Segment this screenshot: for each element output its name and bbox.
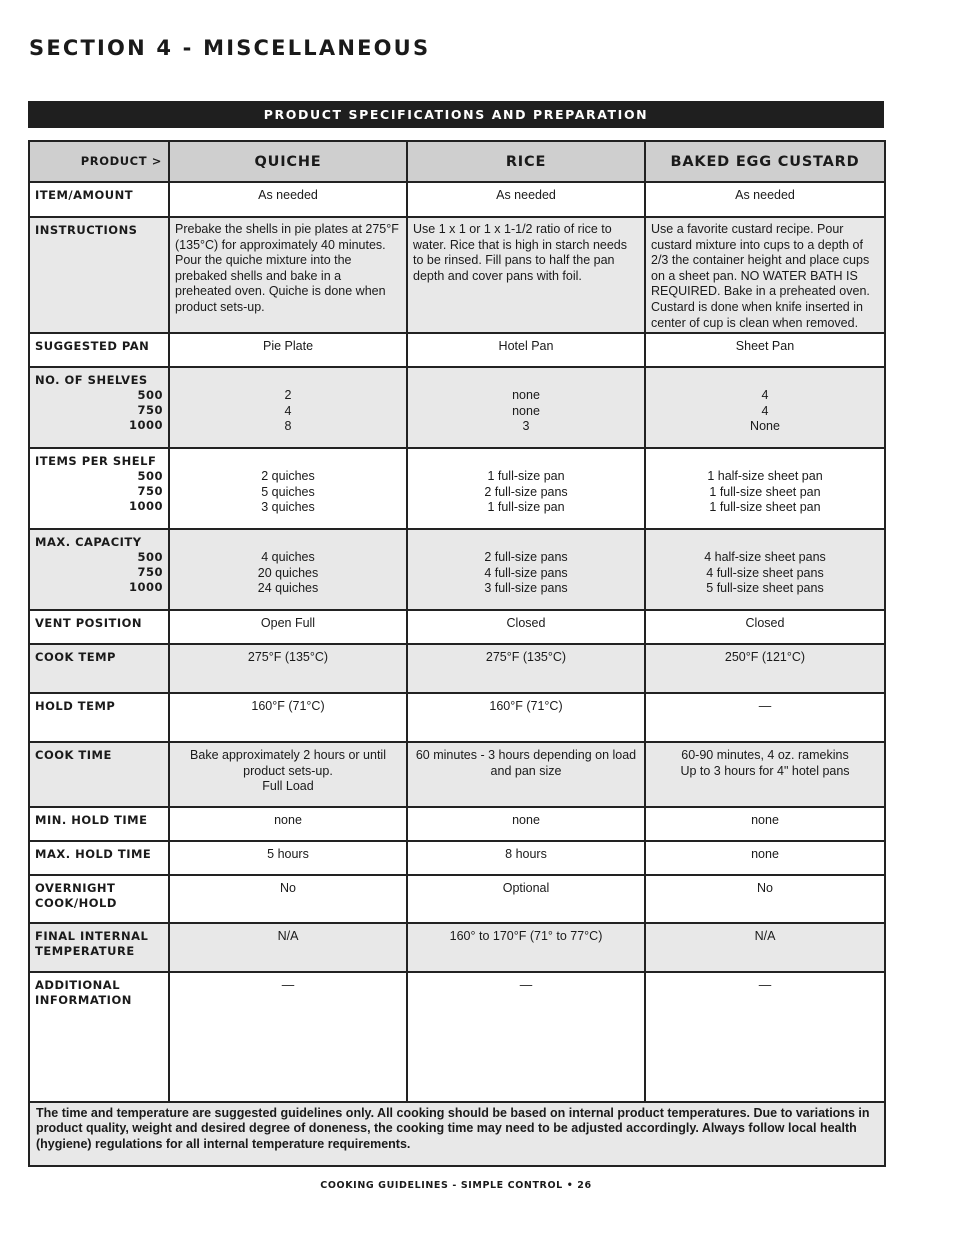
row-label-text: COOK TIME: [35, 748, 112, 762]
row-label: [29, 923, 169, 972]
table-cell: [407, 333, 645, 367]
cell-text: 4 quiches: [261, 550, 315, 564]
table-cell: [169, 448, 407, 529]
row-model-label: 750: [137, 484, 163, 498]
column-header-baked-egg-custard: BAKED EGG CUSTARD: [645, 141, 885, 182]
table-cell: [169, 333, 407, 367]
cell-text: Closed: [745, 616, 785, 630]
row-model-label: 500: [137, 469, 163, 483]
table-cell: [407, 217, 645, 333]
note-row: [29, 1102, 885, 1166]
table-cell: [645, 807, 885, 841]
cell-text: 4: [761, 388, 769, 402]
row-model-label: 750: [137, 565, 163, 579]
cell-text: Optional: [502, 881, 550, 895]
table-cell: [645, 217, 885, 333]
cell-text: 275°F (135°C): [247, 650, 329, 664]
cell-text: Use a favorite custard recipe. Pour: [651, 222, 844, 236]
cell-text: 24 quiches: [257, 581, 319, 596]
table-cell: [407, 610, 645, 644]
row-model-label: 1000: [128, 418, 163, 432]
cell-text: —: [281, 978, 295, 992]
table-row: [29, 742, 885, 807]
table-cell: [169, 841, 407, 875]
table-cell: [645, 644, 885, 693]
cell-text: prebaked shells and bake in a: [175, 268, 342, 283]
cell-text: 160°F (71°C): [251, 699, 325, 713]
cell-text: 250°F (121°C): [724, 650, 806, 664]
cell-text: —: [519, 978, 533, 992]
cell-text: 4: [284, 403, 292, 418]
cell-text: Use 1 x 1 or 1 x 1-1/2 ratio of rice to: [413, 222, 612, 236]
cell-text: 5 hours: [267, 847, 309, 861]
cell-text: As needed: [496, 188, 556, 202]
cell-text: water. Rice that is high in starch needs: [413, 237, 628, 252]
cell-text: none: [751, 813, 779, 827]
cell-text: 2: [284, 388, 292, 402]
cell-text: none: [274, 813, 302, 827]
row-model-label: 500: [137, 388, 163, 402]
table-cell: [645, 182, 885, 217]
table-cell: [407, 807, 645, 841]
row-label-text: ITEMS PER SHELF: [35, 454, 157, 468]
cell-text: 1 full-size pan: [487, 500, 565, 515]
cell-text: none: [512, 813, 540, 827]
row-label: [29, 333, 169, 367]
product-spec-table: [28, 140, 886, 1167]
table-cell: [169, 875, 407, 923]
table-cell: [169, 217, 407, 333]
table-row: [29, 182, 885, 217]
row-label: [29, 644, 169, 693]
row-label-text: FINAL INTERNAL TEMPERATURE: [35, 929, 149, 958]
cell-text: —: [758, 699, 772, 713]
cell-text: preheated oven. Quiche is done when: [175, 284, 386, 299]
table-cell: [645, 448, 885, 529]
header-row: [29, 141, 885, 182]
table-cell: [169, 972, 407, 1102]
cell-text: 60 minutes - 3 hours depending on load: [415, 748, 637, 762]
cell-text: REQUIRED. Bake in a preheated oven.: [651, 284, 870, 299]
cell-text: 4 full-size pans: [484, 565, 568, 580]
cell-text: Hotel Pan: [498, 339, 554, 353]
product-header-label: PRODUCT >: [29, 141, 169, 182]
table-cell: [407, 693, 645, 742]
cell-text: to be rinsed. Fill pans to half the pan: [413, 253, 615, 268]
column-header-quiche: QUICHE: [169, 141, 407, 182]
cell-text: center of cup is clean when removed.: [651, 315, 859, 330]
cell-text: No: [280, 881, 296, 895]
table-cell: [169, 693, 407, 742]
cell-text: (135°C) for approximately 40 minutes.: [175, 237, 386, 252]
cell-text: 3 quiches: [261, 500, 315, 515]
table-row: [29, 693, 885, 742]
table-cell: [407, 367, 645, 448]
cell-text: 60-90 minutes, 4 oz. ramekins: [681, 748, 849, 762]
cell-text: None: [750, 419, 780, 434]
page-footer: COOKING GUIDELINES - SIMPLE CONTROL • 26: [320, 1180, 592, 1191]
cell-text: product sets-up.: [243, 763, 333, 778]
row-label: [29, 807, 169, 841]
table-cell: [645, 972, 885, 1102]
cell-text: —: [758, 978, 772, 992]
table-row: [29, 972, 885, 1102]
row-label-text: MIN. HOLD TIME: [35, 813, 148, 827]
column-header-rice: RICE: [407, 141, 645, 182]
row-label-text: OVERNIGHT COOK/HOLD: [35, 881, 117, 910]
cell-text: 8: [284, 419, 292, 434]
table-cell: [169, 742, 407, 807]
row-label-text: COOK TEMP: [35, 650, 116, 664]
table-cell: [407, 644, 645, 693]
table-cell: [169, 923, 407, 972]
table-cell: [407, 742, 645, 807]
table-cell: [645, 693, 885, 742]
table-cell: [169, 182, 407, 217]
table-cell: [645, 875, 885, 923]
table-cell: [169, 367, 407, 448]
cell-text: As needed: [735, 188, 795, 202]
row-label-text: ITEM/AMOUNT: [35, 188, 134, 202]
cell-text: Bake approximately 2 hours or until: [190, 748, 386, 762]
cell-text: 4: [761, 403, 769, 418]
cell-text: none: [512, 403, 540, 418]
row-label-text: MAX. HOLD TIME: [35, 847, 152, 861]
table-cell: [407, 182, 645, 217]
cell-text: Prebake the shells in pie plates at 275°F: [175, 222, 399, 236]
row-label: [29, 693, 169, 742]
cell-text: custard mixture into cups to a depth of: [651, 237, 863, 252]
row-label: [29, 182, 169, 217]
cell-text: 1 half-size sheet pan: [707, 469, 823, 483]
cell-text: Custard is done when knife inserted in: [651, 299, 863, 314]
table-cell: [407, 972, 645, 1102]
cell-text: Up to 3 hours for 4" hotel pans: [680, 763, 850, 778]
table-cell: [169, 529, 407, 610]
row-model-label: 1000: [128, 499, 163, 513]
row-label: [29, 217, 169, 333]
row-label: [29, 367, 169, 448]
row-label-text: VENT POSITION: [35, 616, 143, 630]
row-label: [29, 529, 169, 610]
table-cell: [169, 807, 407, 841]
cell-text: Full Load: [262, 779, 314, 794]
cell-text: 2 full-size pans: [484, 484, 568, 499]
cell-text: N/A: [277, 929, 299, 943]
cell-text: No: [757, 881, 773, 895]
row-label-text: SUGGESTED PAN: [35, 339, 150, 353]
cell-text: 160°F (71°C): [489, 699, 563, 713]
cell-text: 4 half-size sheet pans: [704, 550, 826, 564]
row-model-label: 750: [137, 403, 163, 417]
cell-text: Open Full: [260, 616, 316, 630]
guidelines-note: The time and temperature are suggested guidelines only. All cooking should be based on internal product temperatures. Due to variations in product quality, weight and desired degree of doneness, the cooking time may need to be adjusted accordingly. Always follow local health (hygiene) regulations for all internal temperature requirements.: [29, 1102, 885, 1166]
cell-text: product sets-up.: [175, 299, 265, 314]
table-cell: [645, 367, 885, 448]
table-cell: [645, 610, 885, 644]
cell-text: depth and cover pans with foil.: [413, 268, 582, 283]
row-label-text: INSTRUCTIONS: [35, 223, 138, 237]
row-label: [29, 448, 169, 529]
row-label: [29, 875, 169, 923]
table-row: [29, 610, 885, 644]
table-cell: [407, 529, 645, 610]
row-label-text: ADDITIONAL INFORMATION: [35, 978, 132, 1007]
table-row: [29, 529, 885, 610]
table-banner: PRODUCT SPECIFICATIONS AND PREPARATION: [28, 101, 884, 128]
row-model-label: 1000: [128, 580, 163, 594]
table-row: [29, 448, 885, 529]
cell-text: Pie Plate: [262, 339, 314, 353]
table-cell: [407, 841, 645, 875]
cell-text: none: [512, 388, 540, 402]
cell-text: Sheet Pan: [735, 339, 795, 353]
cell-text: none: [751, 847, 779, 861]
row-label-text: HOLD TEMP: [35, 699, 116, 713]
table-row: [29, 333, 885, 367]
table-cell: [645, 923, 885, 972]
cell-text: 5 quiches: [261, 484, 315, 499]
table-cell: [645, 841, 885, 875]
cell-text: 275°F (135°C): [485, 650, 567, 664]
row-label: [29, 742, 169, 807]
table-cell: [645, 742, 885, 807]
table-row: [29, 217, 885, 333]
cell-text: and pan size: [490, 763, 562, 778]
cell-text: 3: [522, 419, 530, 434]
table-row: [29, 807, 885, 841]
cell-text: 20 quiches: [257, 565, 319, 580]
row-label: [29, 972, 169, 1102]
cell-text: 1 full-size pan: [487, 469, 565, 483]
cell-text: 5 full-size sheet pans: [706, 581, 824, 596]
row-label: [29, 610, 169, 644]
row-label: [29, 841, 169, 875]
row-label-text: NO. OF SHELVES: [35, 373, 148, 387]
cell-text: 2 full-size pans: [484, 550, 568, 564]
cell-text: 1 full-size sheet pan: [709, 484, 821, 499]
cell-text: 3 full-size pans: [484, 581, 568, 596]
cell-text: on a sheet pan. NO WATER BATH IS: [651, 268, 858, 283]
row-model-label: 500: [137, 550, 163, 564]
cell-text: Closed: [506, 616, 546, 630]
cell-text: 160° to 170°F (71° to 77°C): [449, 929, 603, 943]
cell-text: Pour the quiche mixture into the: [175, 253, 352, 268]
cell-text: As needed: [258, 188, 318, 202]
section-title: SECTION 4 - MISCELLANEOUS: [29, 36, 431, 60]
table-row: [29, 841, 885, 875]
table-cell: [645, 333, 885, 367]
table-cell: [169, 610, 407, 644]
cell-text: 1 full-size sheet pan: [709, 500, 821, 515]
table-row: [29, 367, 885, 448]
cell-text: 2/3 the container height and place cups: [651, 253, 870, 268]
table-cell: [407, 875, 645, 923]
table-cell: [407, 448, 645, 529]
table-cell: [645, 529, 885, 610]
cell-text: 4 full-size sheet pans: [706, 565, 824, 580]
table-cell: [169, 644, 407, 693]
table-row: [29, 875, 885, 923]
table-row: [29, 644, 885, 693]
row-label-text: MAX. CAPACITY: [35, 535, 142, 549]
cell-text: 2 quiches: [261, 469, 315, 483]
cell-text: 8 hours: [505, 847, 547, 861]
table-cell: [407, 923, 645, 972]
cell-text: N/A: [754, 929, 776, 943]
table-row: [29, 923, 885, 972]
